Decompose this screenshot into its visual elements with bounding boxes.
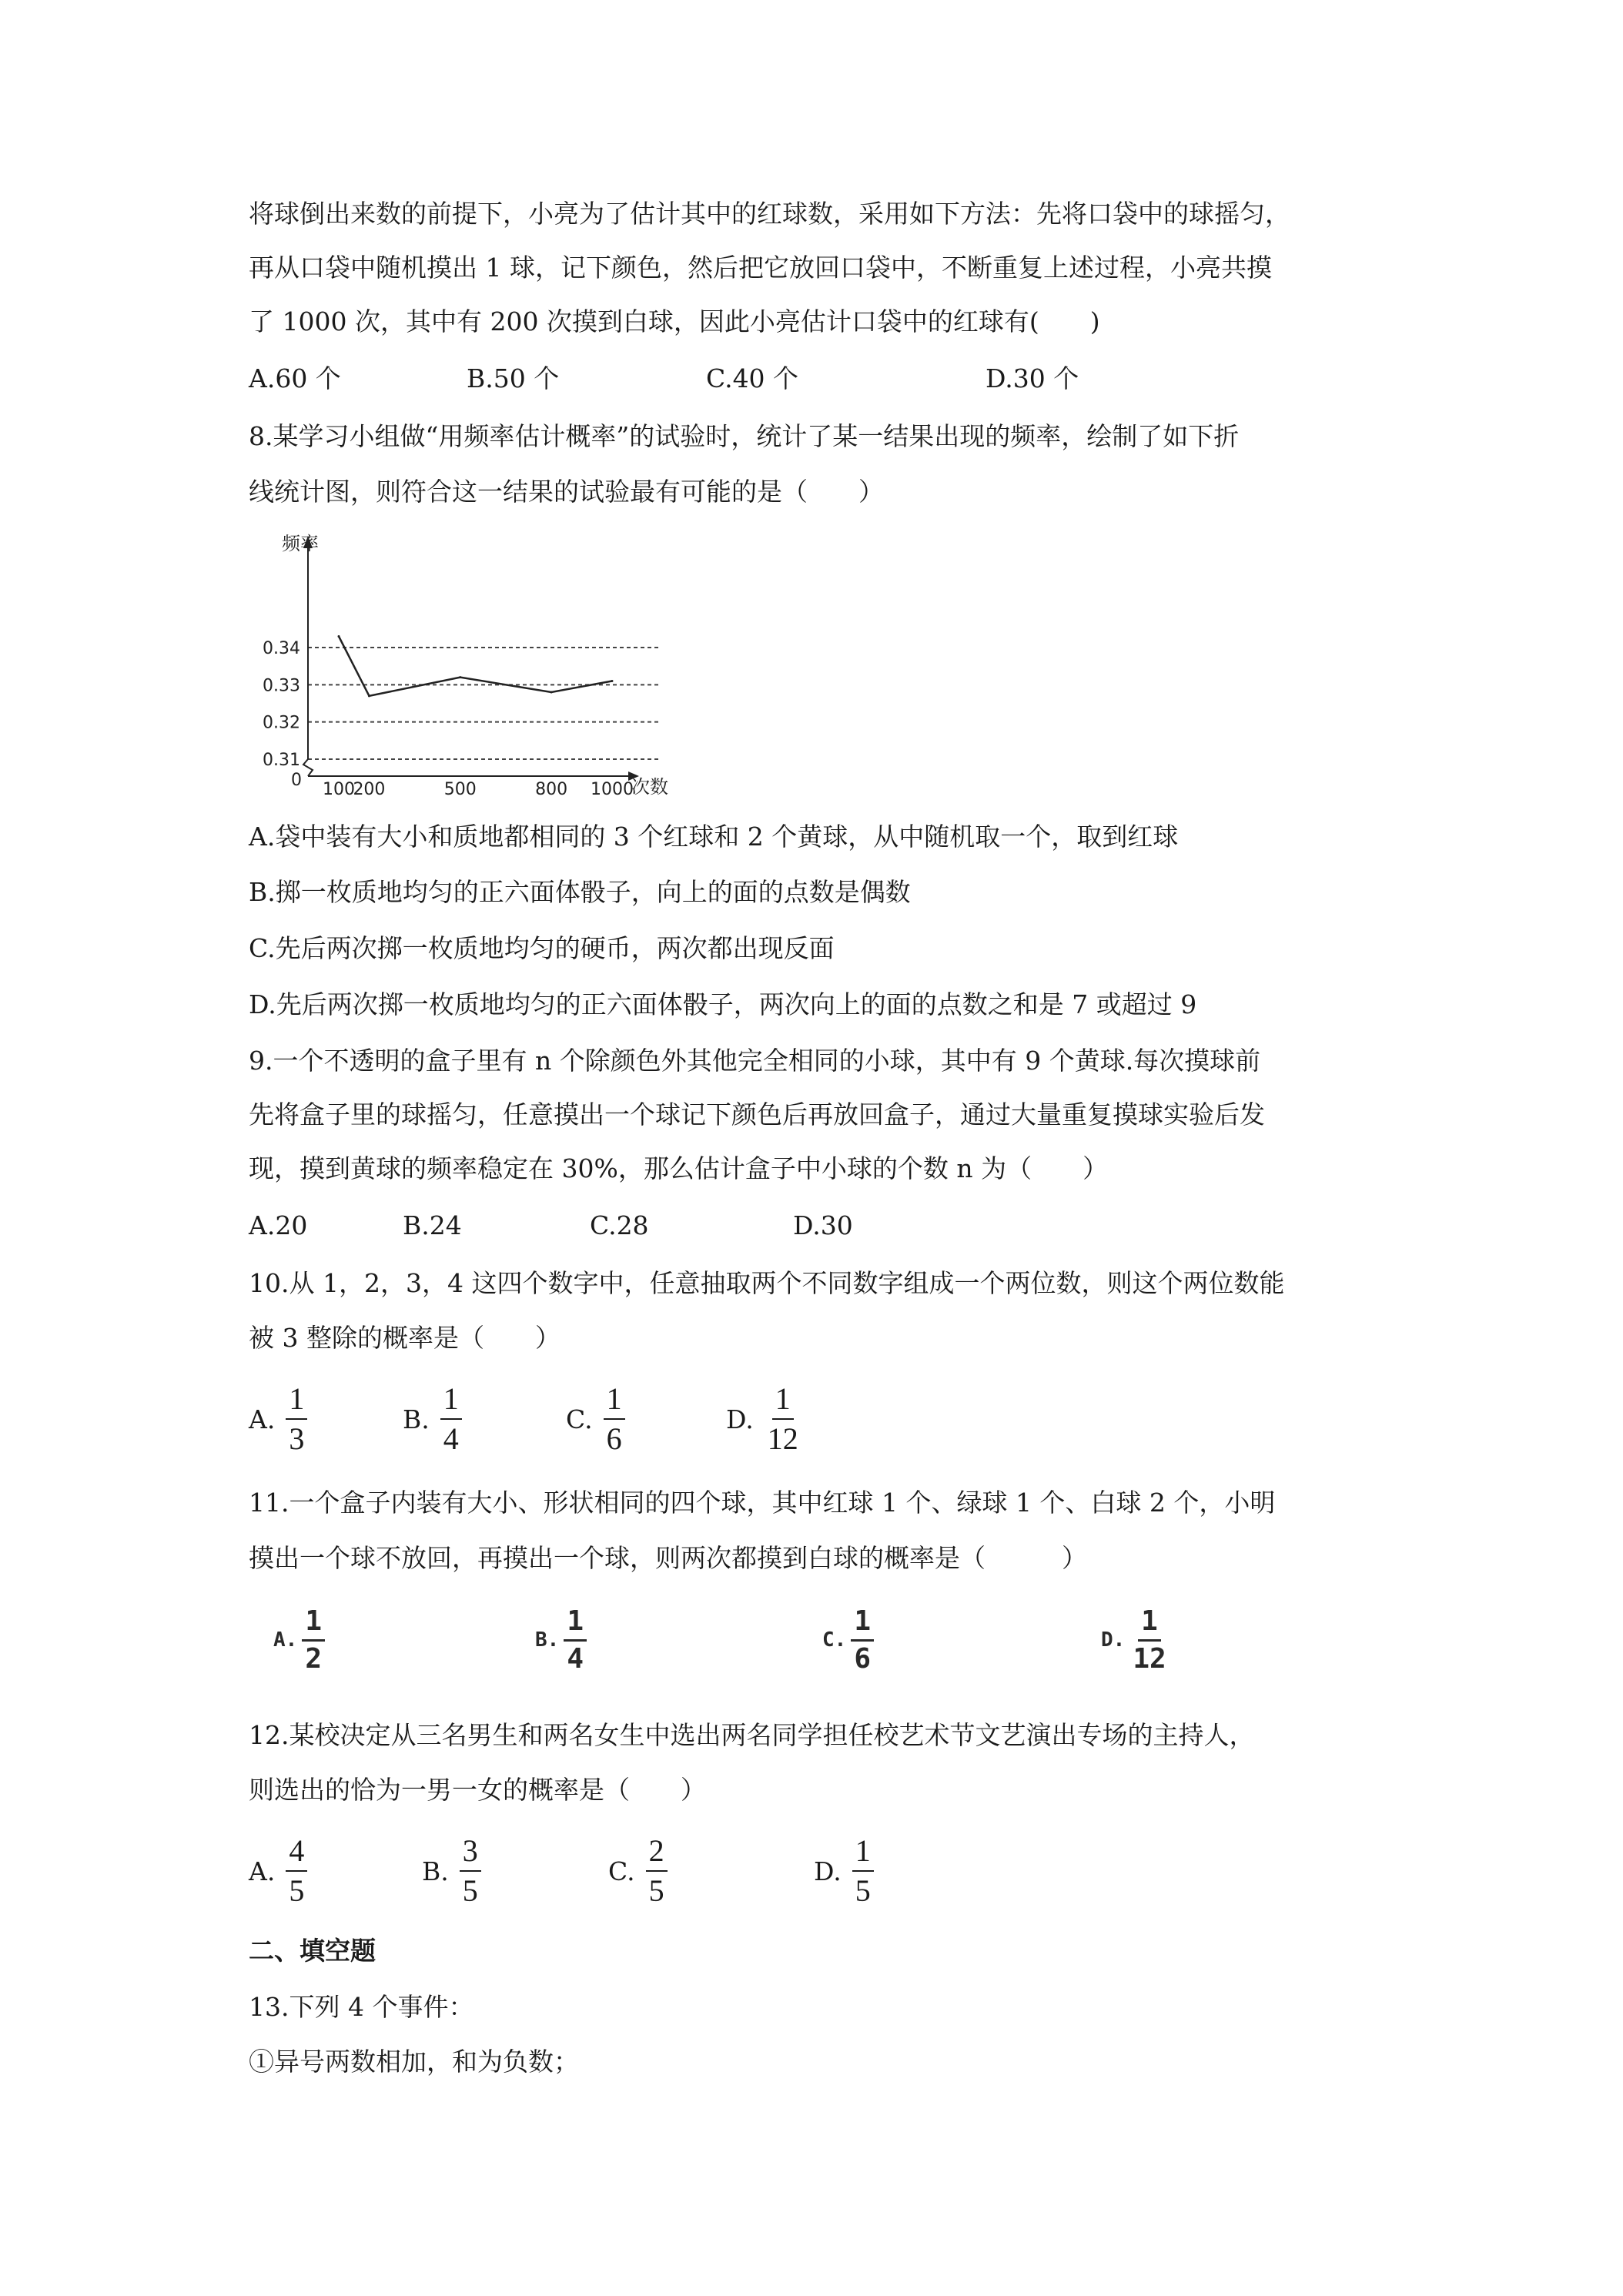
q9-option-b: B.24: [403, 1210, 462, 1240]
q12-option-b: [422, 1825, 481, 1917]
denominator: 4: [443, 1421, 459, 1456]
y-tick-label: 0.31: [263, 750, 300, 770]
q7-option-d: D.30 个: [986, 363, 1079, 393]
fraction: [286, 1833, 307, 1909]
q11-option-a: [273, 1598, 325, 1682]
option-label: C.: [608, 1856, 635, 1886]
option-label: B.: [422, 1856, 449, 1886]
chart-labels: [263, 533, 668, 797]
fraction: [1129, 1605, 1169, 1675]
q8-option-b: B.掷一枚质地均匀的正六面体骰子，向上的面的点数是偶数: [249, 877, 911, 907]
q9-line-3: 现，摸到黄球的频率稳定在 30%，那么估计盒子中小球的个数 n 为（ ）: [249, 1153, 1109, 1183]
fraction: [440, 1381, 462, 1457]
option-label: B.: [535, 1628, 560, 1652]
q9-option-a: A.20: [249, 1210, 308, 1240]
fraction: [286, 1381, 307, 1457]
q12-option-a: [249, 1825, 307, 1917]
q10-option-d: [726, 1373, 801, 1465]
q12-option-d: [814, 1825, 874, 1917]
q8-line-1: 8.某学习小组做“用频率估计概率”的试验时，统计了某一结果出现的频率，绘制了如下折: [249, 421, 1240, 451]
numerator: 1: [852, 1833, 874, 1872]
origin-label: 0: [291, 771, 302, 790]
q8-option-c: C.先后两次掷一枚质地均匀的硬币，两次都出现反面: [249, 933, 835, 963]
chart-axes: [303, 536, 639, 781]
q8-option-a: A.袋中装有大小和质地都相同的 3 个红球和 2 个黄球，从中随机取一个，取到红球: [249, 822, 1179, 852]
q11-line-1: 11.一个盒子内装有大小、形状相同的四个球，其中红球 1 个、绿球 1 个、白球 2 个，小明: [249, 1488, 1276, 1518]
data-point: [611, 680, 613, 682]
x-axis-label: 次数: [631, 776, 668, 797]
chart-grid: [308, 648, 658, 759]
fraction: [851, 1605, 874, 1675]
denominator: 5: [648, 1873, 664, 1908]
denominator: 12: [767, 1421, 798, 1456]
chart-marks: [338, 635, 614, 697]
axis-break: [303, 759, 313, 776]
denominator: 5: [289, 1873, 305, 1908]
x-tick-label: 100: [323, 780, 355, 797]
fraction: [460, 1833, 481, 1909]
q9-line-2: 先将盒子里的球摇匀，任意摸出一个球记下颜色后再放回盒子，通过大量重复摸球实验后发: [249, 1099, 1265, 1130]
denominator: 6: [854, 1642, 871, 1675]
numerator: 1: [772, 1381, 794, 1420]
numerator: 1: [851, 1605, 874, 1642]
option-label: B.: [403, 1404, 430, 1434]
numerator: 1: [604, 1381, 625, 1420]
fraction: [765, 1381, 801, 1457]
data-point: [550, 691, 553, 693]
y-tick-label: 0.34: [263, 639, 300, 658]
q7-option-b: B.50 个: [467, 363, 560, 393]
denominator: 3: [289, 1421, 305, 1456]
denominator: 12: [1133, 1642, 1166, 1675]
q13-item-1: ①异号两数相加，和为负数；: [249, 2047, 579, 2077]
denominator: 4: [567, 1642, 584, 1675]
q8-option-d: D.先后两次掷一枚质地均匀的正六面体骰子，两次向上的面的点数之和是 7 或超过 9: [249, 989, 1197, 1019]
x-tick-label: 200: [353, 780, 386, 797]
numerator: 1: [440, 1381, 462, 1420]
data-point: [338, 635, 340, 638]
q7-line-3: 了 1000 次，其中有 200 次摸到白球，因此小亮估计口袋中的红球有( ): [249, 306, 1100, 336]
q9-line-1: 9.一个不透明的盒子里有 n 个除颜色外其他完全相同的小球，其中有 9 个黄球.每次摸球前: [249, 1046, 1261, 1076]
x-tick-label: 800: [535, 780, 568, 797]
q11-option-d: [1101, 1598, 1170, 1682]
numerator: 1: [564, 1605, 587, 1642]
fraction: [646, 1833, 668, 1909]
q10-option-c: [566, 1373, 625, 1465]
numerator: 1: [1138, 1605, 1161, 1642]
q7-option-c: C.40 个: [706, 363, 799, 393]
denominator: 5: [855, 1873, 871, 1908]
q12-option-c: [608, 1825, 668, 1917]
q11-line-2: 摸出一个球不放回，再摸出一个球，则两次都摸到白球的概率是（ ）: [249, 1543, 1087, 1573]
option-label: D.: [814, 1856, 842, 1886]
frequency-series-line: [339, 637, 612, 696]
q10-line-1: 10.从 1，2，3，4 这四个数字中，任意抽取两个不同数字组成一个两位数，则这个两位数能: [249, 1268, 1285, 1298]
numerator: 1: [302, 1605, 325, 1642]
q13-line-1: 13.下列 4 个事件：: [249, 1992, 474, 2022]
option-label: A.: [249, 1856, 276, 1886]
q8-line-2: 线统计图，则符合这一结果的试验最有可能的是（ ）: [249, 477, 884, 507]
q9-option-c: C.28: [590, 1210, 649, 1240]
data-point: [368, 694, 370, 697]
fraction: [564, 1605, 587, 1675]
q12-line-1: 12.某校决定从三名男生和两名女生中选出两名同学担任校艺术节文艺演出专场的主持人，: [249, 1720, 1255, 1750]
y-tick-label: 0.32: [263, 713, 300, 733]
numerator: 2: [646, 1833, 668, 1872]
q10-option-b: [403, 1373, 462, 1465]
fraction: [852, 1833, 874, 1909]
q10-option-a: [249, 1373, 307, 1465]
denominator: 5: [462, 1873, 478, 1908]
q7-line-2: 再从口袋中随机摸出 1 球，记下颜色，然后把它放回口袋中，不断重复上述过程，小亮共摸: [249, 253, 1272, 283]
numerator: 3: [460, 1833, 481, 1872]
option-label: A.: [249, 1404, 276, 1434]
denominator: 6: [606, 1421, 622, 1456]
q11-option-b: [535, 1598, 587, 1682]
section-heading: 二、填空题: [249, 1936, 376, 1966]
option-label: A.: [273, 1628, 298, 1652]
fraction: [604, 1381, 625, 1457]
option-label: C.: [822, 1628, 847, 1652]
option-label: D.: [1101, 1628, 1126, 1652]
option-label: D.: [726, 1404, 754, 1434]
denominator: 2: [305, 1642, 322, 1675]
option-label: C.: [566, 1404, 593, 1434]
q12-line-2: 则选出的恰为一男一女的概率是（ ）: [249, 1775, 706, 1805]
x-tick-label: 500: [443, 780, 477, 797]
q11-option-c: [822, 1598, 874, 1682]
data-point: [459, 676, 461, 678]
y-axis-label: 频率: [282, 533, 319, 554]
q9-option-d: D.30: [793, 1210, 853, 1240]
fraction: [302, 1605, 325, 1675]
y-tick-label: 0.33: [263, 676, 300, 696]
frequency-line-chart: [254, 531, 670, 797]
q10-line-2: 被 3 整除的概率是（ ）: [249, 1323, 561, 1353]
q7-option-a: A.60 个: [249, 363, 341, 393]
numerator: 1: [286, 1381, 307, 1420]
q7-line-1: 将球倒出来数的前提下，小亮为了估计其中的红球数，采用如下方法：先将口袋中的球摇匀，: [249, 199, 1290, 229]
x-tick-label: 1000: [590, 780, 634, 797]
numerator: 4: [286, 1833, 307, 1872]
